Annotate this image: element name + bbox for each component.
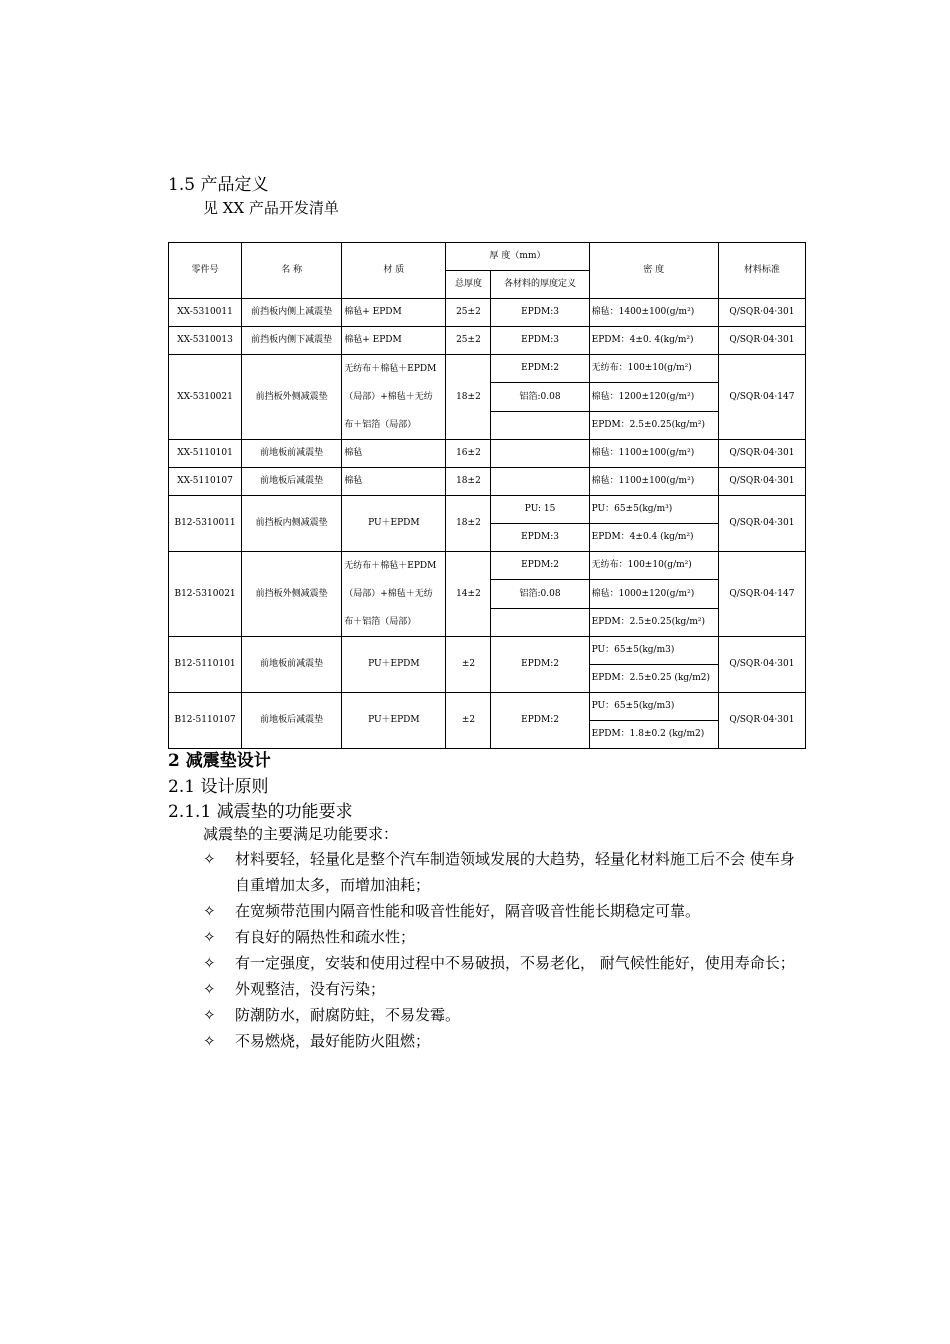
list-item — [203, 1002, 808, 1028]
cell-name: 前地板前减震垫 — [242, 440, 342, 468]
cell-layer-thickness: EPDM:2 — [491, 637, 589, 693]
list-item-text: 有一定强度，安装和使用过程中不易破损，不易老化， 耐气候性能好，使用寿命长； — [235, 954, 795, 972]
cell-density: PU：65±5(kg/m3) — [589, 637, 718, 665]
list-item-text: 外观整洁，没有污染； — [235, 980, 386, 998]
list-item-text: 在宽频带范围内隔音性能和吸音性能好，隔音吸音性能长期稳定可靠。 — [235, 902, 701, 920]
cell-part-no: XX-5110107 — [169, 468, 242, 496]
cell-part-no: B12-5310021 — [169, 552, 242, 637]
cell-density: EPDM：1.8±0.2 (kg/m2) — [589, 721, 718, 749]
cell-material: 棉毡+ EPDM — [342, 327, 446, 355]
product-spec-table — [168, 242, 806, 749]
table-row — [169, 693, 806, 721]
cell-total-thickness: ±2 — [446, 637, 491, 693]
table-row — [169, 552, 806, 580]
section-heading-2: 2 减震垫设计 — [168, 751, 271, 771]
cell-total-thickness: 14±2 — [446, 552, 491, 637]
material-line: 布＋铝箔（局部） — [344, 617, 417, 627]
header-name: 名 称 — [242, 243, 342, 299]
cell-material: 棉毡+ EPDM — [342, 299, 446, 327]
table-body — [169, 243, 806, 749]
cell-name: 前挡板内侧下减震垫 — [242, 327, 342, 355]
cell-density: 无纺布：100±10(g/m²) — [589, 552, 718, 580]
cell-part-no: B12-5110107 — [169, 693, 242, 749]
cell-name: 前地板后减震垫 — [242, 468, 342, 496]
cell-density: EPDM：4±0. 4(kg/m²) — [589, 327, 718, 355]
diamond-bullet-icon: ✧ — [203, 954, 216, 972]
list-item — [203, 924, 808, 950]
cell-standard: Q/SQR·04·301 — [718, 440, 805, 468]
cell-layer-thickness: 铝箔:0.08 — [491, 580, 589, 608]
material-line: 无纺布＋棉毡＋EPDM — [344, 561, 437, 571]
cell-layer-thickness: EPDM:3 — [491, 524, 589, 552]
cell-total-thickness: ±2 — [446, 693, 491, 749]
cell-standard: Q/SQR·04·147 — [718, 552, 805, 637]
requirements-intro: 减震垫的主要满足功能要求： — [203, 825, 399, 843]
list-item — [203, 846, 808, 898]
cell-part-no: XX-5110101 — [169, 440, 242, 468]
header-layer-thickness: 各材料的厚度定义 — [491, 271, 589, 299]
cell-total-thickness: 25±2 — [446, 299, 491, 327]
cell-total-thickness: 18±2 — [446, 468, 491, 496]
cell-density: EPDM：2.5±0.25(kg/m²) — [589, 608, 718, 636]
cell-material — [342, 552, 446, 637]
cell-material: PU＋EPDM — [342, 693, 446, 749]
table-row — [169, 355, 806, 383]
cell-standard: Q/SQR·04·301 — [718, 496, 805, 552]
cell-part-no: XX-5310013 — [169, 327, 242, 355]
cell-material: PU＋EPDM — [342, 637, 446, 693]
cell-name: 前地板前减震垫 — [242, 637, 342, 693]
list-item — [203, 950, 808, 976]
cell-density: 棉毡：1100±100(g/m²) — [589, 468, 718, 496]
cell-layer-thickness: EPDM:3 — [491, 327, 589, 355]
table-row — [169, 637, 806, 665]
cell-standard: Q/SQR·04·301 — [718, 693, 805, 749]
list-item — [203, 1028, 808, 1054]
cell-layer-thickness: EPDM:2 — [491, 355, 589, 383]
cell-layer-thickness: EPDM:3 — [491, 299, 589, 327]
cell-layer-thickness — [491, 440, 589, 468]
requirements-list — [203, 846, 808, 1054]
header-density: 密 度 — [589, 243, 718, 299]
list-item — [203, 898, 808, 924]
section-subtext: 见 XX 产品开发清单 — [203, 199, 339, 217]
cell-density: 棉毡：1000±120(g/m²) — [589, 580, 718, 608]
cell-standard: Q/SQR·04·147 — [718, 355, 805, 440]
cell-name: 前挡板内侧减震垫 — [242, 496, 342, 552]
header-standard: 材料标准 — [718, 243, 805, 299]
cell-layer-thickness: EPDM:2 — [491, 552, 589, 580]
cell-layer-thickness — [491, 468, 589, 496]
diamond-bullet-icon: ✧ — [203, 850, 216, 868]
section-heading-2-1: 2.1 设计原则 — [168, 777, 269, 797]
list-item — [203, 976, 808, 1002]
table-row — [169, 440, 806, 468]
cell-layer-thickness: EPDM:2 — [491, 693, 589, 749]
cell-standard: Q/SQR·04·301 — [718, 468, 805, 496]
cell-part-no: B12-5110101 — [169, 637, 242, 693]
cell-part-no: XX-5310011 — [169, 299, 242, 327]
cell-material: PU＋EPDM — [342, 496, 446, 552]
section-heading-2-1-1: 2.1.1 减震垫的功能要求 — [168, 802, 353, 822]
material-line: 无纺布＋棉毡＋EPDM — [344, 364, 437, 374]
header-thickness: 厚 度（mm） — [446, 243, 589, 271]
section-heading-1-5: 1.5 产品定义 — [168, 175, 269, 195]
table-header-row — [169, 243, 806, 271]
cell-total-thickness: 25±2 — [446, 327, 491, 355]
table-row — [169, 299, 806, 327]
diamond-bullet-icon: ✧ — [203, 1006, 216, 1024]
cell-total-thickness: 18±2 — [446, 496, 491, 552]
cell-part-no: B12-5310011 — [169, 496, 242, 552]
cell-layer-thickness: 铝箔:0.08 — [491, 383, 589, 411]
table-row — [169, 327, 806, 355]
list-item-text: 材料要轻，轻量化是整个汽车制造领域发展的大趋势，轻量化材料施工后不会 使车身自重增加太多，而增加油耗； — [235, 850, 795, 894]
cell-material — [342, 355, 446, 440]
cell-density: PU：65±5(kg/m3) — [589, 693, 718, 721]
list-item-text: 防潮防水，耐腐防蛀，不易发霉。 — [235, 1006, 461, 1024]
diamond-bullet-icon: ✧ — [203, 1032, 216, 1050]
diamond-bullet-icon: ✧ — [203, 902, 216, 920]
table-row — [169, 496, 806, 524]
cell-total-thickness: 16±2 — [446, 440, 491, 468]
cell-layer-thickness — [491, 608, 589, 636]
cell-name: 前挡板外侧减震垫 — [242, 552, 342, 637]
cell-total-thickness: 18±2 — [446, 355, 491, 440]
list-item-text: 不易燃烧，最好能防火阻燃； — [235, 1032, 431, 1050]
cell-standard: Q/SQR·04·301 — [718, 299, 805, 327]
cell-part-no: XX-5310021 — [169, 355, 242, 440]
cell-material: 棉毡 — [342, 468, 446, 496]
cell-density: 棉毡：1200±120(g/m²) — [589, 383, 718, 411]
cell-name: 前挡板内侧上减震垫 — [242, 299, 342, 327]
diamond-bullet-icon: ✧ — [203, 928, 216, 946]
cell-density: EPDM：4±0.4 (kg/m²) — [589, 524, 718, 552]
material-line: （局部）+棉毡＋无纺 — [344, 589, 433, 599]
cell-standard: Q/SQR·04·301 — [718, 327, 805, 355]
table-row — [169, 468, 806, 496]
cell-name: 前挡板外侧减震垫 — [242, 355, 342, 440]
cell-layer-thickness — [491, 411, 589, 439]
cell-layer-thickness: PU: 15 — [491, 496, 589, 524]
cell-density: EPDM：2.5±0.25 (kg/m2) — [589, 665, 718, 693]
cell-density: 棉毡：1100±100(g/m²) — [589, 440, 718, 468]
header-material: 材 质 — [342, 243, 446, 299]
list-item-text: 有良好的隔热性和疏水性； — [235, 928, 416, 946]
cell-density: PU：65±5(kg/m³) — [589, 496, 718, 524]
cell-name: 前地板后减震垫 — [242, 693, 342, 749]
diamond-bullet-icon: ✧ — [203, 980, 216, 998]
cell-standard: Q/SQR·04·301 — [718, 637, 805, 693]
material-line: 布＋铝箔（局部） — [344, 420, 417, 430]
cell-density: 棉毡：1400±100(g/m²) — [589, 299, 718, 327]
cell-material: 棉毡 — [342, 440, 446, 468]
cell-density: EPDM：2.5±0.25(kg/m²) — [589, 411, 718, 439]
header-part-no: 零件号 — [169, 243, 242, 299]
material-line: （局部）+棉毡＋无纺 — [344, 392, 433, 402]
cell-density: 无纺布：100±10(g/m²) — [589, 355, 718, 383]
header-total-thickness: 总厚度 — [446, 271, 491, 299]
